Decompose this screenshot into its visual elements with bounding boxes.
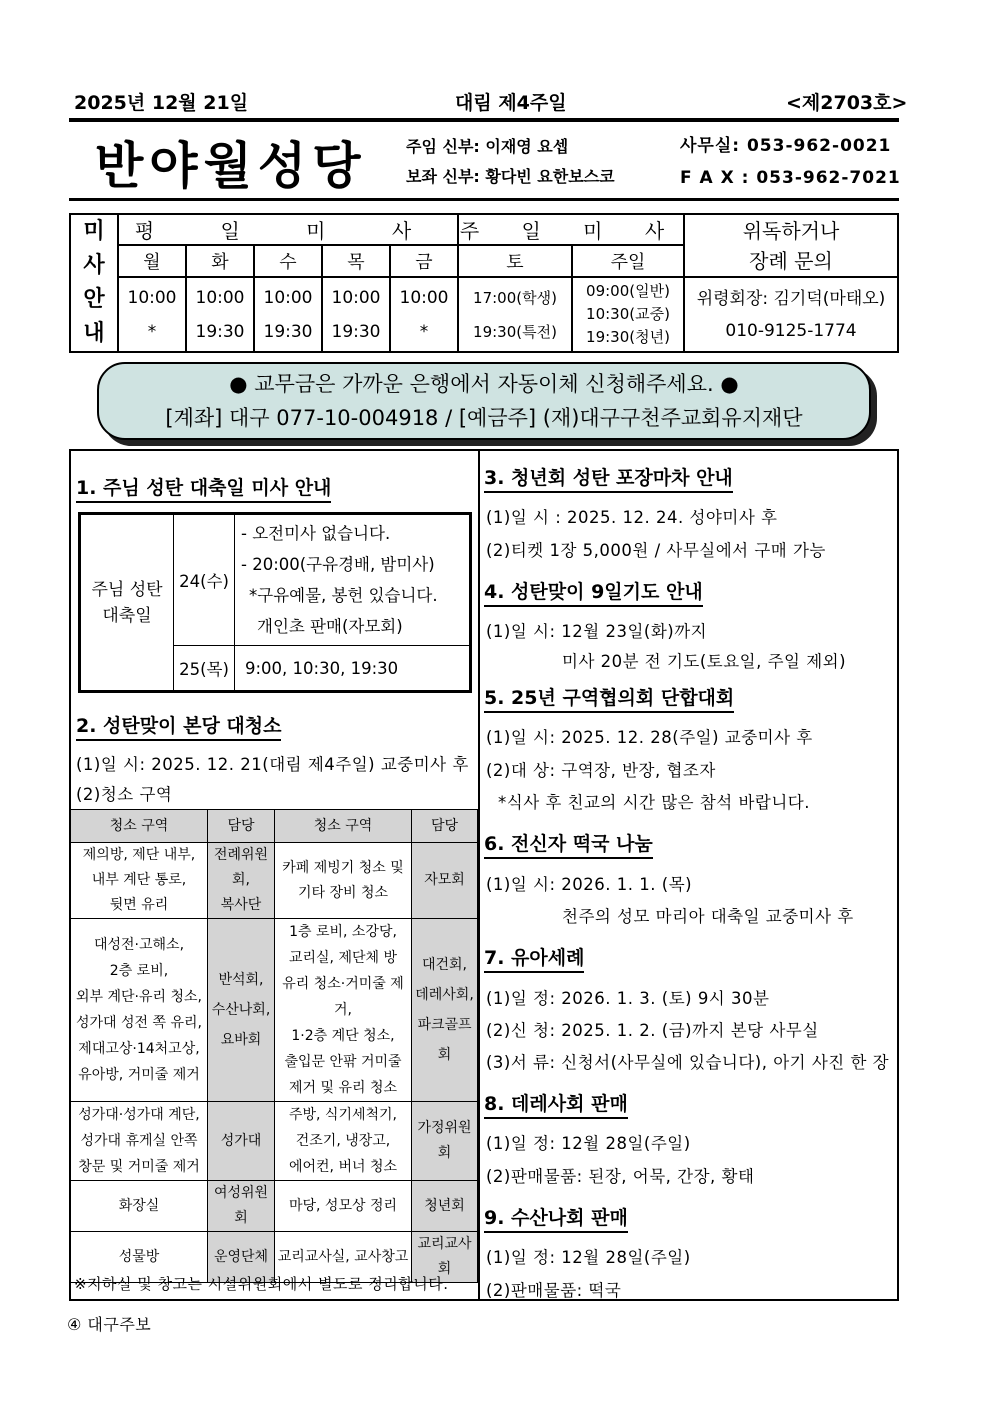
section-1-title: 1. 주님 성탄 대축일 미사 안내: [76, 473, 331, 503]
col-owner-1: 담당: [208, 810, 275, 843]
owner-cell: 전례위원회, 복사단: [208, 843, 275, 919]
parish-name: 반야월성당: [95, 137, 367, 195]
table-row: [71, 1102, 478, 1181]
owner-cell: 자모회: [412, 843, 478, 919]
section-4-title: 4. 성탄맞이 9일기도 안내: [484, 577, 703, 607]
header-bottom-rule: [69, 198, 899, 201]
s8-line-1: (1)일 정: 12월 28일(주일): [486, 1134, 691, 1153]
assistant-name: 보좌 신부: 황다빈 요한보스코: [406, 167, 615, 186]
fri-times: 10:00 *: [390, 277, 458, 352]
sunday-mass-header: 주 일 미 사: [458, 214, 684, 245]
sat-times: 17:00(학생) 19:30(특전): [458, 277, 572, 352]
col-zone-2: 청소 구역: [275, 810, 412, 843]
s9-line-2: (2)판매물품: 떡국: [486, 1281, 622, 1300]
section-7-title: 7. 유아세례: [484, 943, 584, 973]
zone-cell: 마당, 성모상 정리: [275, 1181, 412, 1232]
day-sun: 주일: [572, 245, 684, 277]
dec24-date: 24(수): [174, 514, 235, 646]
issue-number: <제2703호>: [786, 92, 908, 114]
day-thu: 목: [322, 245, 390, 277]
zone-cell: 1층 로비, 소강당, 교리실, 제단체 방 유리 청소·거미줄 제거, 1·2층 계단 청소, 출입문 안팎 거미줄 제거 및 유리 청소: [275, 919, 412, 1102]
column-divider: [478, 449, 480, 1301]
inquiry-contact: 위령회장: 김기덕(마태오) 010-9125-1774: [684, 277, 898, 352]
office-phone: 사무실: 053-962-0021: [680, 136, 892, 156]
table-row: [71, 843, 478, 919]
cleaning-zones-label: (2)청소 구역: [76, 785, 173, 804]
owner-cell: 여성위원회: [208, 1181, 275, 1232]
mon-times: 10:00 *: [118, 277, 186, 352]
s3-line-2: (2)티켓 1장 5,000원 / 사무실에서 구매 가능: [486, 541, 826, 560]
col-owner-2: 담당: [412, 810, 478, 843]
owner-cell: 가정위원회: [412, 1102, 478, 1181]
liturgical-sunday: 대림 제4주일: [455, 92, 567, 114]
tithe-banner: [97, 362, 871, 440]
s5-line-2: (2)대 상: 구역장, 반장, 협조자: [486, 761, 716, 780]
s7-line-3: (3)서 류: 신청서(사무실에 있습니다), 아기 사진 한 장: [486, 1053, 890, 1072]
zone-cell: 대성전·고해소, 2층 로비, 외부 계단·유리 청소, 성가대 성전 쪽 유리, 제대고상·14처고상, 유아방, 거미줄 제거: [71, 919, 208, 1102]
tithe-banner-account: [계좌] 대구 077-10-004918 / [예금주] (재)대구구천주교회유지재단: [165, 406, 803, 430]
zone-cell: 제의방, 제단 내부, 내부 계단 통로, 뒷면 유리: [71, 843, 208, 919]
tithe-banner-line1: ● 교무금은 가까운 은행에서 자동이체 신청해주세요. ●: [229, 372, 739, 396]
day-wed: 수: [254, 245, 322, 277]
fax-number: F A X : 053-962-7021: [680, 168, 901, 188]
s7-line-2: (2)신 청: 2025. 1. 2. (금)까지 본당 사무실: [486, 1021, 819, 1040]
thu-times: 10:00 19:30: [322, 277, 390, 352]
dec25-date: 25(목): [174, 646, 235, 692]
inquiry-header: 위독하거나 장례 문의: [684, 214, 898, 277]
s4-line-1: (1)일 시: 12월 23일(화)까지: [486, 622, 708, 641]
section-5-title: 5. 25년 구역협의회 단합대회: [484, 683, 734, 713]
top-rule: [69, 118, 899, 122]
owner-cell: 대건회, 데레사회, 파크골프회: [412, 919, 478, 1102]
section-8-title: 8. 데레사회 판매: [484, 1089, 628, 1119]
mass-guide-label: 미 사 안 내: [70, 214, 118, 352]
dec25-times: 9:00, 10:30, 19:30: [235, 646, 471, 692]
zone-cell: 화장실: [71, 1181, 208, 1232]
dec24-details: - 오전미사 없습니다. - 20:00(구유경배, 밤미사) *구유예물, 봉헌 있습니다. 개인초 판매(자모회): [235, 514, 471, 646]
christmas-label: 주님 성탄 대축일: [80, 514, 174, 692]
section-6-title: 6. 전신자 떡국 나눔: [484, 829, 653, 859]
day-sat: 토: [458, 245, 572, 277]
owner-cell: 운영단체: [208, 1232, 275, 1283]
s6-line-1: (1)일 시: 2026. 1. 1. (목): [486, 875, 693, 894]
pastor-name: 주임 신부: 이재영 요셉: [406, 137, 569, 156]
tue-times: 10:00 19:30: [186, 277, 254, 352]
s3-line-1: (1)일 시 : 2025. 12. 24. 성야미사 후: [486, 508, 778, 527]
table-row: [71, 1181, 478, 1232]
zone-cell: 주방, 식기세척기, 건조기, 냉장고, 에어컨, 버너 청소: [275, 1102, 412, 1181]
owner-cell: 성가대: [208, 1102, 275, 1181]
weekday-mass-header: 평 일 미 사: [118, 214, 458, 245]
zone-cell: 성물방: [71, 1232, 208, 1283]
day-fri: 금: [390, 245, 458, 277]
s7-line-1: (1)일 정: 2026. 1. 3. (토) 9시 30분: [486, 989, 770, 1008]
sun-times: 09:00(일반) 10:30(교중) 19:30(청년): [572, 277, 684, 352]
table-row: [71, 919, 478, 1102]
zone-cell: 성가대·성가대 계단, 성가대 휴게실 안쪽 창문 및 거미줄 제거: [71, 1102, 208, 1181]
s8-line-2: (2)판매물품: 된장, 어묵, 간장, 황태: [486, 1167, 755, 1186]
cleaning-note: ※지하실 및 창고는 시설위원회에서 별도로 정리합니다.: [74, 1275, 449, 1293]
section-3-title: 3. 청년회 성탄 포장마차 안내: [484, 463, 733, 493]
section-2-title: 2. 성탄맞이 본당 대청소: [76, 711, 281, 741]
s5-line-3: *식사 후 친교의 시간 많은 참석 바랍니다.: [498, 793, 810, 812]
cleaning-table: [70, 809, 478, 1283]
footer-page-label: ④ 대구주보: [67, 1315, 152, 1334]
s5-line-1: (1)일 시: 2025. 12. 28(주일) 교중미사 후: [486, 728, 813, 747]
zone-cell: 카페 제빙기 청소 및 기타 장비 청소: [275, 843, 412, 919]
owner-cell: 교리교사회: [412, 1232, 478, 1283]
cleaning-date: (1)일 시: 2025. 12. 21(대림 제4주일) 교중미사 후: [76, 755, 469, 774]
zone-cell: 교리교사실, 교사창고: [275, 1232, 412, 1283]
col-zone-1: 청소 구역: [71, 810, 208, 843]
day-tue: 화: [186, 245, 254, 277]
section-9-title: 9. 수산나회 판매: [484, 1203, 628, 1233]
s4-line-2: 미사 20분 전 기도(토요일, 주일 제외): [562, 652, 847, 671]
christmas-mass-table: [78, 512, 472, 693]
bulletin-date: 2025년 12월 21일: [74, 92, 249, 114]
wed-times: 10:00 19:30: [254, 277, 322, 352]
owner-cell: 청년회: [412, 1181, 478, 1232]
owner-cell: 반석회, 수산나회, 요바회: [208, 919, 275, 1102]
day-mon: 월: [118, 245, 186, 277]
mass-schedule-table: [69, 213, 899, 353]
s6-line-2: 천주의 성모 마리아 대축일 교중미사 후: [562, 907, 854, 926]
s9-line-1: (1)일 정: 12월 28일(주일): [486, 1248, 691, 1267]
